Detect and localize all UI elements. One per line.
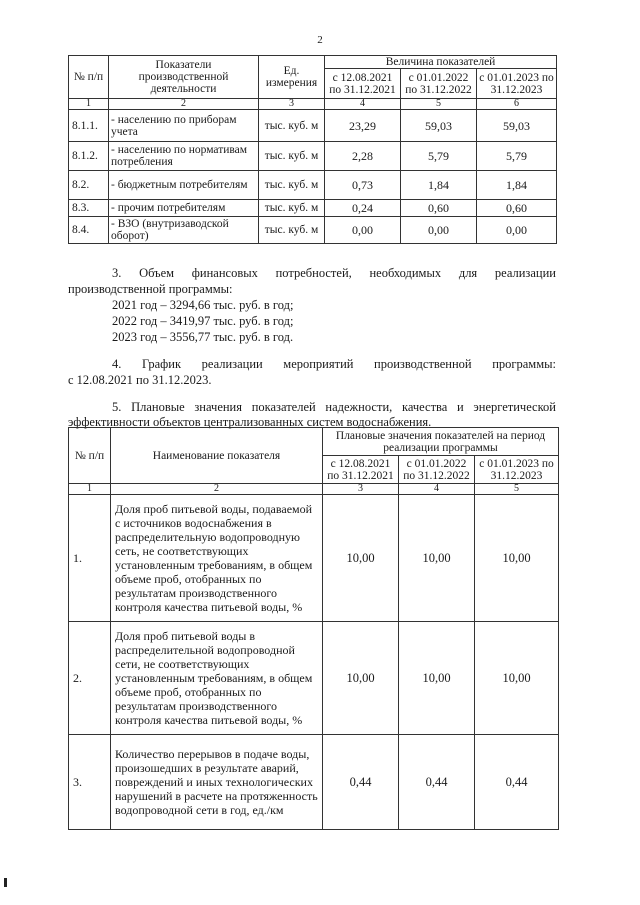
row-unit: тыс. куб. м	[259, 200, 325, 217]
row-value: 10,00	[399, 622, 475, 735]
section-3-line-1: 3. Объем финансовых потребностей, необходимых для реализации	[112, 266, 556, 280]
column-index: 1	[69, 484, 111, 495]
production-indicators-table	[68, 55, 557, 244]
table-row	[69, 217, 557, 244]
header-period: с 01.01.2022 по 31.12.2022	[399, 456, 475, 484]
column-index: 6	[477, 99, 557, 110]
row-unit: тыс. куб. м	[259, 142, 325, 171]
header-period: с 01.01.2023 по 31.12.2023	[477, 69, 557, 99]
column-index: 4	[399, 484, 475, 495]
row-num: 3.	[69, 735, 111, 830]
row-name: Доля проб питьевой воды, подаваемой с источников водоснабжения в распределительную водопроводную сеть, не соответствующих установленным требованиям, в общем объеме проб, отобранных по результатам производственного контроля качества питьевой воды, %	[111, 495, 323, 622]
row-value: 1,84	[477, 171, 557, 200]
row-value: 0,60	[401, 200, 477, 217]
header-period: с 12.08.2021 по 31.12.2021	[323, 456, 399, 484]
table-row	[69, 171, 557, 200]
column-index: 3	[259, 99, 325, 110]
table-row	[69, 200, 557, 217]
section-3-year: 2023 год – 3556,77 тыс. руб. в год.	[112, 330, 294, 344]
row-unit: тыс. куб. м	[259, 217, 325, 244]
row-value: 1,84	[401, 171, 477, 200]
header-period: с 01.01.2022 по 31.12.2022	[401, 69, 477, 99]
section-4-line-2: с 12.08.2021 по 31.12.2023.	[68, 373, 212, 387]
column-index: 5	[475, 484, 559, 495]
header-period: с 12.08.2021 по 31.12.2021	[325, 69, 401, 99]
row-value: 23,29	[325, 110, 401, 142]
row-num: 2.	[69, 622, 111, 735]
column-index: 1	[69, 99, 109, 110]
table-row	[69, 110, 557, 142]
section-3-year: 2021 год – 3294,66 тыс. руб. в год;	[112, 298, 294, 312]
header-value-group: Величина показателей	[325, 56, 557, 69]
row-num: 8.1.2.	[69, 142, 109, 171]
row-name: - прочим потребителям	[109, 200, 259, 217]
section-5-line-1: 5. Плановые значения показателей надежности, качества и энергетической	[112, 400, 556, 414]
row-num: 1.	[69, 495, 111, 622]
row-name: - ВЗО (внутризаводской оборот)	[109, 217, 259, 244]
row-num: 8.4.	[69, 217, 109, 244]
header-group: Плановые значения показателей на период реализации программы	[323, 428, 559, 456]
header-indicator: Показатели производственной деятельности	[109, 56, 259, 99]
row-value: 0,00	[477, 217, 557, 244]
row-value: 0,24	[325, 200, 401, 217]
row-num: 8.1.1.	[69, 110, 109, 142]
reliability-indicators-table	[68, 427, 559, 830]
section-3-line-2: производственной программы:	[68, 282, 233, 296]
column-index: 4	[325, 99, 401, 110]
row-value: 59,03	[477, 110, 557, 142]
row-name: - населению по нормативам потребления	[109, 142, 259, 171]
row-value: 0,44	[323, 735, 399, 830]
section-4-line-1: 4. График реализации мероприятий производственной программы:	[112, 357, 556, 371]
section-5-line-2: эффективности объектов централизованных систем водоснабжения.	[68, 415, 432, 429]
column-index: 3	[323, 484, 399, 495]
table-row	[69, 735, 559, 830]
row-value: 0,00	[325, 217, 401, 244]
row-value: 0,44	[399, 735, 475, 830]
header-name: Наименование показателя	[111, 428, 323, 484]
row-unit: тыс. куб. м	[259, 110, 325, 142]
row-value: 10,00	[475, 622, 559, 735]
section-3-year: 2022 год – 3419,97 тыс. руб. в год;	[112, 314, 294, 328]
header-unit: Ед. измерения	[259, 56, 325, 99]
row-num: 8.3.	[69, 200, 109, 217]
table-row	[69, 622, 559, 735]
row-value: 2,28	[325, 142, 401, 171]
header-period: с 01.01.2023 по 31.12.2023	[475, 456, 559, 484]
scan-mark	[4, 878, 7, 887]
row-unit: тыс. куб. м	[259, 171, 325, 200]
row-value: 0,00	[401, 217, 477, 244]
column-index: 5	[401, 99, 477, 110]
row-value: 10,00	[323, 622, 399, 735]
column-index: 2	[109, 99, 259, 110]
column-index: 2	[111, 484, 323, 495]
row-value: 5,79	[477, 142, 557, 171]
row-value: 10,00	[475, 495, 559, 622]
row-name: Доля проб питьевой воды в распределительной водопроводной сети, не соответствующих установленным требованиям, в общем объеме проб, отобранных по результатам производственного контроля качества питьевой воды, %	[111, 622, 323, 735]
row-value: 0,44	[475, 735, 559, 830]
row-value: 10,00	[323, 495, 399, 622]
row-num: 8.2.	[69, 171, 109, 200]
page-number: 2	[317, 34, 323, 46]
row-value: 5,79	[401, 142, 477, 171]
row-value: 59,03	[401, 110, 477, 142]
row-value: 10,00	[399, 495, 475, 622]
header-num: № п/п	[69, 428, 111, 484]
row-name: Количество перерывов в подаче воды, произошедших в результате аварий, повреждений и иных технологических нарушений в расчете на протяженность водопроводной сети в год, ед./км	[111, 735, 323, 830]
table-row	[69, 495, 559, 622]
row-name: - населению по приборам учета	[109, 110, 259, 142]
row-value: 0,73	[325, 171, 401, 200]
row-name: - бюджетным потребителям	[109, 171, 259, 200]
row-value: 0,60	[477, 200, 557, 217]
table-row	[69, 142, 557, 171]
header-num: № п/п	[69, 56, 109, 99]
